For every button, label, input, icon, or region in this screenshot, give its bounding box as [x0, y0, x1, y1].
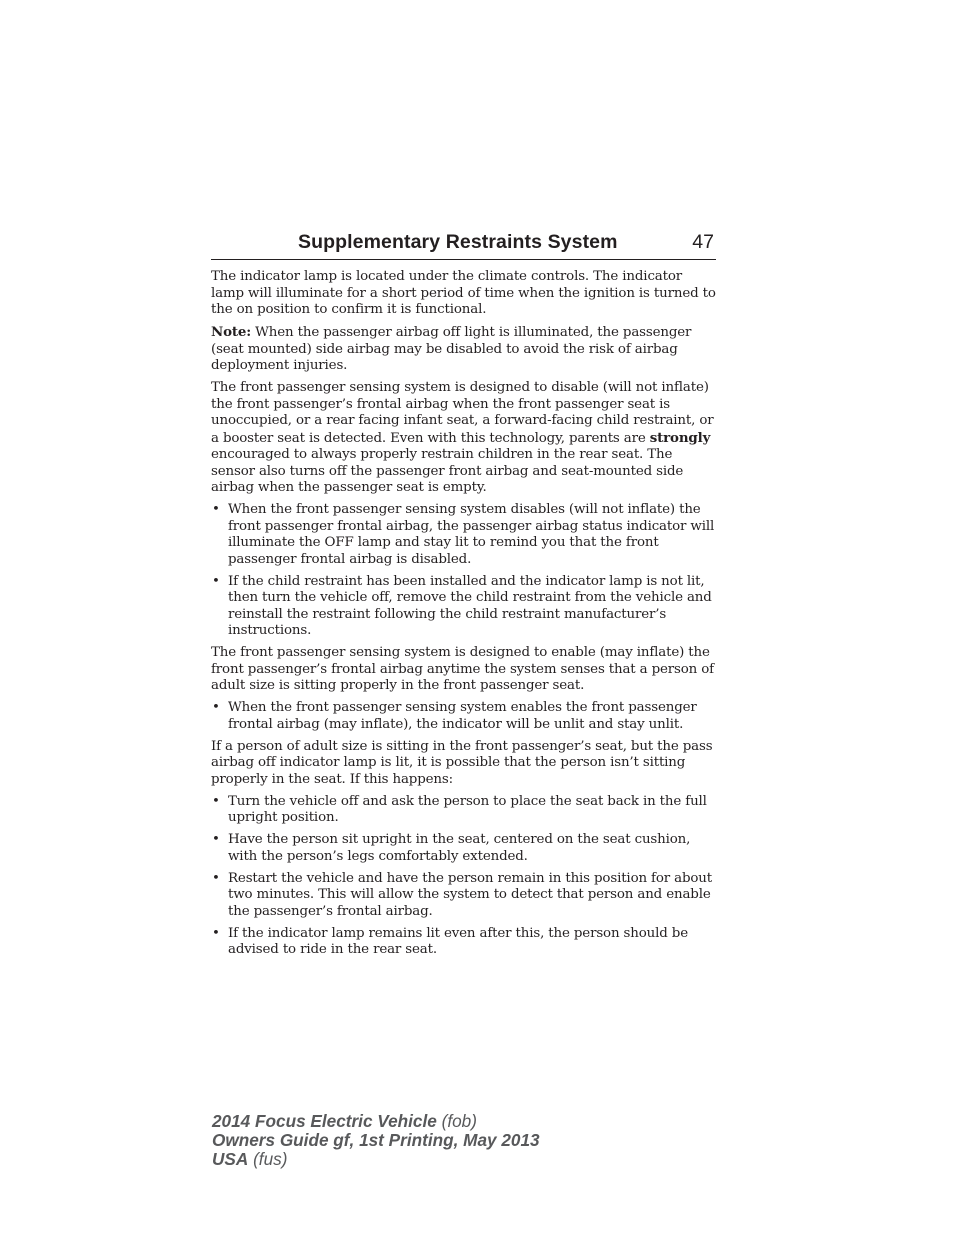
note-label: Note:	[211, 324, 252, 340]
list-item-text: When the front passenger sensing system enables the front passenger frontal airbag (may inflate), the indicator will be unlit and stay unlit.	[228, 700, 697, 732]
list-item	[211, 574, 716, 640]
bullet-icon: •	[212, 925, 220, 941]
list-item	[211, 926, 716, 959]
bullet-icon: •	[212, 573, 220, 589]
bullet-list-disable	[211, 502, 716, 640]
list-item-text: When the front passenger sensing system disables (will not inflate) the front passenger frontal airbag, the passenger airbag status indicator will illuminate the OFF lamp and stay lit to remind you that the front passenger frontal airbag is disabled.	[228, 502, 715, 567]
footer-line-market	[212, 1150, 540, 1169]
footer-guide: Owners Guide gf, 1st Printing, May 2013	[212, 1130, 540, 1151]
list-item-text: If the child restraint has been installed and the indicator lamp is not lit, then turn the vehicle off, remove the child restraint from the vehicle and reinstall the restraint following the child restraint manufacturer’s instructions.	[228, 573, 712, 638]
bullet-icon: •	[212, 870, 220, 886]
paragraph-sensing-disable-part2: encouraged to always properly restrain children in the rear seat. The sensor also turns off the passenger front airbag and seat-mounted side airbag when the passenger seat is empty.	[211, 447, 684, 495]
bullet-list-steps	[211, 794, 716, 959]
paragraph-sensing-disable	[211, 380, 716, 497]
footer-line-guide	[212, 1131, 540, 1150]
page-header	[211, 228, 716, 260]
paragraph-adult-seated: If a person of adult size is sitting in the front passenger’s seat, but the pass airbag off indicator lamp is lit, it is possible that the person isn’t sitting properly in the seat. If this happens:	[211, 738, 713, 787]
page-footer	[212, 1112, 540, 1170]
bullet-list-enable	[211, 700, 716, 733]
note-text: When the passenger airbag off light is illuminated, the passenger (seat mounted) side airbag may be disabled to avoid the risk of airbag deployment injuries.	[211, 325, 692, 373]
note-paragraph	[211, 324, 716, 375]
bullet-icon: •	[212, 502, 220, 517]
bullet-icon: •	[212, 793, 220, 809]
page-content	[211, 269, 716, 959]
bullet-icon: •	[212, 832, 220, 847]
list-item-text: Turn the vehicle off and ask the person to place the seat back in the full upright position.	[228, 793, 707, 825]
emphasis-strongly: strongly	[649, 429, 711, 446]
list-item-text: If the indicator lamp remains lit even after this, the person should be advised to ride in the rear seat.	[228, 925, 688, 957]
bullet-icon: •	[212, 700, 220, 715]
footer-vehicle-code: (fob)	[436, 1111, 477, 1131]
paragraph-sensing-enable: The front passenger sensing system is designed to enable (may inflate) the front passenger’s frontal airbag anytime the system senses that a person of adult size is sitting properly in the front passenger seat.	[211, 645, 714, 693]
list-item	[211, 871, 716, 921]
list-item-text: Have the person sit upright in the seat, centered on the seat cushion, with the person’s legs comfortably extended.	[228, 832, 691, 864]
section-title: Supplementary Restraints System	[298, 231, 618, 253]
list-item	[211, 502, 716, 568]
paragraph-indicator-lamp: The indicator lamp is located under the climate controls. The indicator lamp will illuminate for a short period of time when the ignition is turned to the on position to confirm it is functional.	[211, 269, 716, 317]
list-item	[211, 700, 716, 733]
page-number: 47	[692, 231, 714, 253]
list-item	[211, 832, 716, 865]
footer-vehicle: 2014 Focus Electric Vehicle	[212, 1111, 437, 1131]
list-item-text: Restart the vehicle and have the person remain in this position for about two minutes. This will allow the system to detect that person and enable the passenger’s frontal airbag.	[228, 870, 713, 919]
footer-line-vehicle	[212, 1112, 540, 1131]
footer-market: USA	[212, 1149, 249, 1170]
paragraph-sensing-disable-part1: The front passenger sensing system is designed to disable (will not inflate) the front passenger’s frontal airbag when the front passenger seat is unoccupied, or a rear facing infant seat, a forward-facing child restraint, or a booster seat is detected. Even with this technology, parents are	[211, 380, 714, 446]
manual-page	[211, 228, 716, 964]
list-item	[211, 794, 716, 827]
footer-market-code: (fus)	[248, 1149, 288, 1170]
